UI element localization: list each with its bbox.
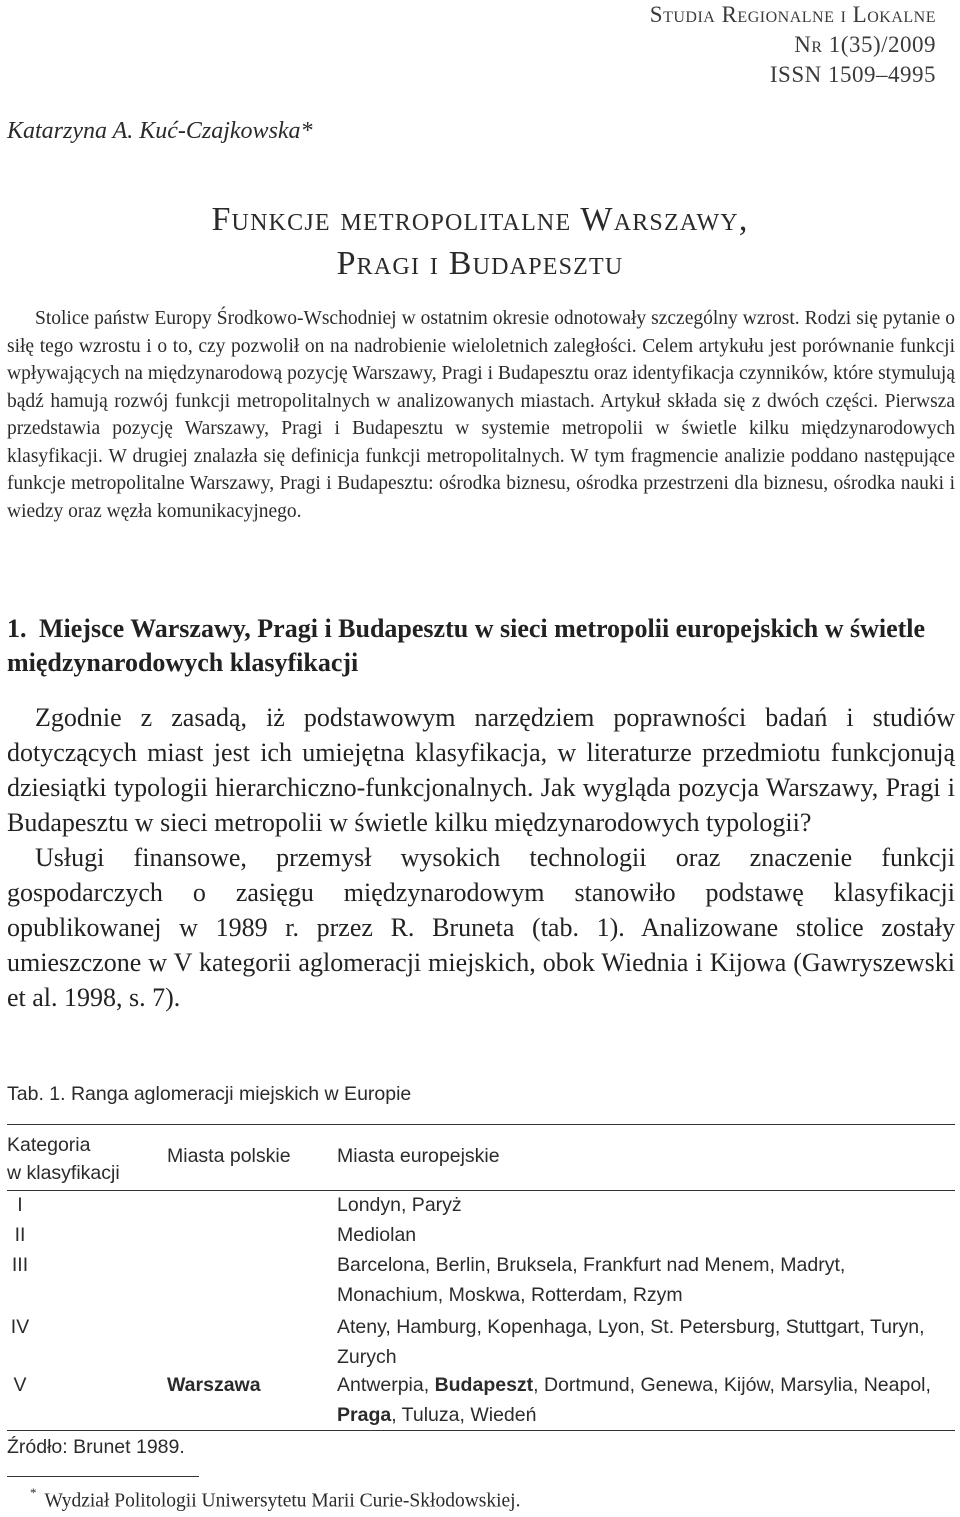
author-name: Katarzyna A. Kuć-Czajkowska* xyxy=(7,118,313,144)
row-category: I xyxy=(17,1194,23,1216)
table-top-rule xyxy=(7,1124,955,1125)
footnote-text: Wydział Politologii Uniwersytetu Marii Curie-Skłodowskiej. xyxy=(44,1490,521,1512)
journal-issue: Nr 1(35)/2009 xyxy=(794,32,936,57)
section-heading xyxy=(7,612,955,680)
journal-name: Studia Regionalne i Lokalne xyxy=(649,2,936,27)
row-category: IV xyxy=(10,1316,30,1338)
row-category: III xyxy=(11,1254,29,1276)
row-polish: Warszawa xyxy=(167,1374,261,1396)
row-category: II xyxy=(14,1224,26,1246)
abstract: Stolice państw Europy Środkowo-Wschodniej w ostatnim okresie odnotowały szczególny wzrost. Rodzi się pytanie o siłę tego wzrostu i o to, czy pozwolił on na nadrobienie wieloletnich zaległości. Celem artykułu jest porównanie funkcji wpływających na międzynarodową pozycję Warszawy, Pragi i Budapesztu oraz identyfikacja czynników, które stymulują bądź hamują rozwój funkcji metropolitalnych w analizowanych miastach. Artykuł składa się z dwóch części. Pierwsza przedstawia pozycję Warszawy, Pragi i Budapesztu w systemie metropolii w świetle kilku międzynarodowych klasyfikacji. W drugiej znalazła się definicja funkcji metropolitalnych. W tym fragmencie analizie poddano następujące funkcje metropolitalne Warszawy, Pragi i Budapesztu: ośrodka biznesu, ośrodka przestrzeni dla biznesu, ośrodka nauki i wiedzy oraz węzła komunikacyjnego. xyxy=(7,308,955,522)
body-text xyxy=(7,700,955,1015)
row-european: Mediolan xyxy=(337,1224,417,1246)
footnote xyxy=(30,1487,520,1513)
journal-header xyxy=(650,0,936,90)
highlight-budapeszt: Budapeszt xyxy=(434,1374,534,1396)
journal-issn: ISSN 1509–4995 xyxy=(769,62,936,87)
table-bottom-rule xyxy=(7,1430,955,1431)
table-header xyxy=(7,1128,955,1188)
footnote-marker: * xyxy=(30,1485,37,1500)
row-category: V xyxy=(13,1374,27,1396)
paragraph-2: Usługi finansowe, przemysł wysokich technologii oraz znaczenie funkcji gospodarczych o zasięgu międzynarodowym stanowiło podstawę klasyfikacji opublikowanej w 1989 r. przez R. Bruneta (tab. 1). Analizowane stolice zostały umieszczone w V kategorii aglomeracji miejskich, obok Wiednia i Kijowa (Gawryszewski et al. 1998, s. 7). xyxy=(7,843,955,1012)
header-polish-cities: Miasta polskie xyxy=(167,1145,291,1167)
footnote-rule xyxy=(7,1476,199,1477)
paragraph-1: Zgodnie z zasadą, iż podstawowym narzędziem poprawności badań i studiów dotyczących miast jest ich umiejętna klasyfikacja, w literaturze przedmiotu funkcjonują dziesiątki typologii hierarchiczno-funkcjonalnych. Jak wygląda pozycja Warszawy, Pragi i Budapesztu w sieci metropolii w świetle kilku międzynarodowych typologii? xyxy=(7,703,955,837)
article-title-line-2: Pragi i Budapesztu xyxy=(336,245,624,282)
section-number: 1. xyxy=(7,614,27,643)
row-european: Antwerpia, Budapeszt, Dortmund, Genewa, Kijów, Marsylia, Neapol, Praga, Tuluza, Wiedeń xyxy=(337,1374,931,1426)
row-european: Barcelona, Berlin, Bruksela, Frankfurt nad Menem, Madryt, Monachium, Moskwa, Rotterdam, Rzym xyxy=(337,1254,846,1306)
row-european: Londyn, Paryż xyxy=(337,1194,462,1216)
header-european-cities: Miasta europejskie xyxy=(337,1145,500,1167)
row-european: Ateny, Hamburg, Kopenhaga, Lyon, St. Petersburg, Stuttgart, Turyn, Zurych xyxy=(337,1316,925,1368)
highlight-praga: Praga xyxy=(337,1404,392,1426)
article-title xyxy=(0,198,960,286)
table-caption: Tab. 1. Ranga aglomeracji miejskich w Europie xyxy=(7,1083,412,1105)
table-source: Źródło: Brunet 1989. xyxy=(7,1436,185,1458)
section-title: Miejsce Warszawy, Pragi i Budapesztu w sieci metropolii europejskich w świetle międzynarodowych klasyfikacji xyxy=(7,614,926,677)
header-category: Kategoria w klasyfikacji xyxy=(7,1134,120,1184)
article-title-line-1: Funkcje metropolitalne Warszawy, xyxy=(211,201,749,238)
